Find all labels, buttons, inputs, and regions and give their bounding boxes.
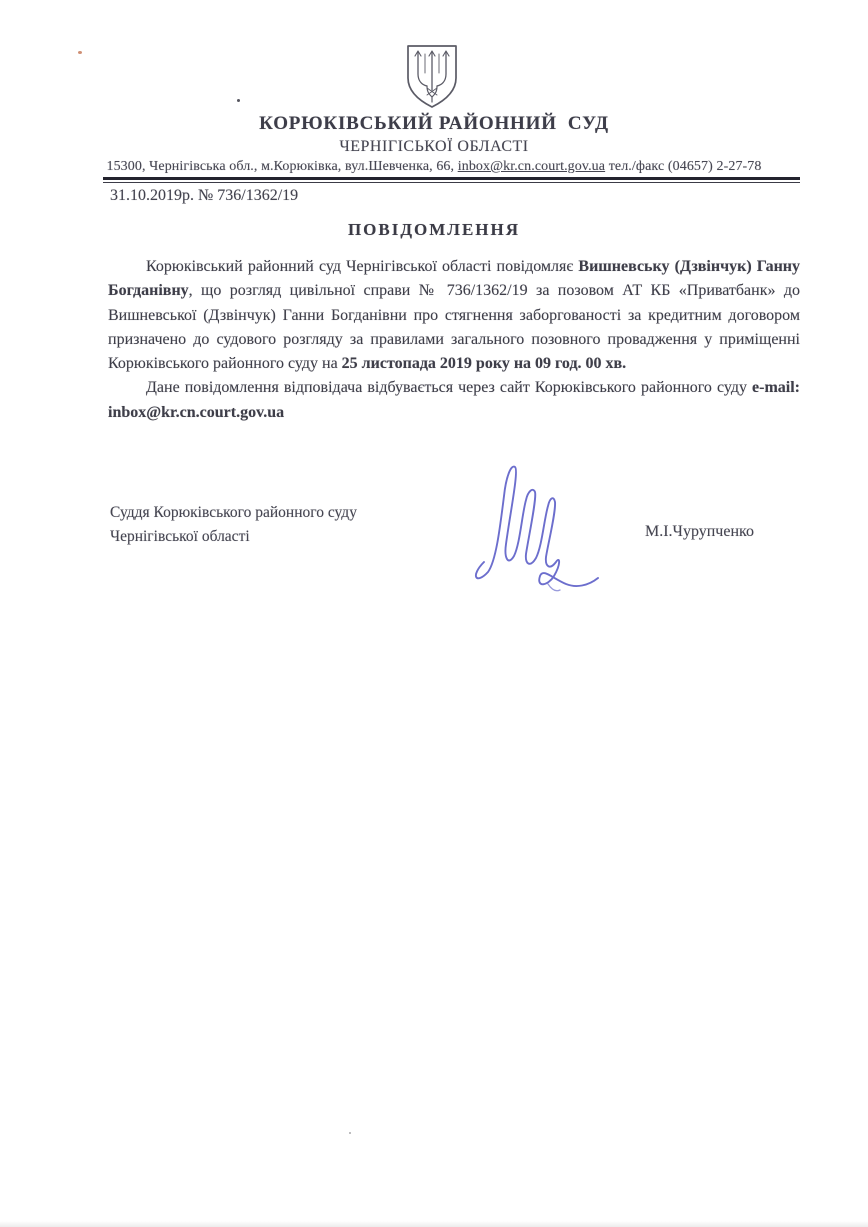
scan-speck-red	[78, 51, 82, 54]
paragraph-1: Корюківський районний суд Чернігівської області повідомляє Вишневську (Дзвінчук) Ганну Богданівну, що розгляд цивільної справи № 736/1362/19 за позовом АТ КБ «Приватбанк» до Вишневської (Дзвінчук) Ганни Богданівни про стягнення заборгованості за кредитним договором призначено до судового розгляду за правилами загального позовного провадження у приміщенні Корюківського районного суду на 25 листопада 2019 року на 09 год. 00 хв.	[108, 258, 801, 373]
court-address-line	[0, 159, 868, 175]
address-prefix: 15300, Чернігівська обл., м.Корюківка, вул.Шевченка, 66,	[106, 159, 458, 174]
letterhead-rule-thick	[103, 177, 800, 180]
hearing-datetime-bold: 25 листопада 2019 року на 09 год. 00 хв.	[341, 355, 627, 373]
scan-speck-faint	[349, 1132, 351, 1134]
document-title: ПОВІДОМЛЕННЯ	[347, 220, 521, 239]
date-and-case-number: 31.10.2019р. № 736/1362/19	[110, 187, 299, 204]
court-email: inbox@kr.cn.court.gov.ua	[457, 159, 606, 174]
defendant-name-bold: Вишневську (Дзвінчук) Ганну Богданівну	[108, 258, 801, 300]
signer-name: М.І.Чурупченко	[645, 523, 754, 540]
scan-edge-shadow	[0, 1221, 868, 1227]
signer-title-line1: Суддя Корюківського районного суду	[110, 504, 357, 521]
paragraph-2: Дане повідомлення відповідача відбувається через сайт Корюківського районного суду e-mail: inbox@kr.cn.court.gov.ua	[108, 379, 800, 421]
court-name-heading: КОРЮКІВСЬКИЙ РАЙОННИЙ СУД	[259, 113, 609, 134]
ukraine-trident-emblem-icon	[402, 44, 462, 110]
signer-title-line2: Чернігівської області	[110, 528, 250, 545]
handwritten-signature-ink	[448, 444, 613, 594]
court-region-heading: ЧЕРНІГІСЬКОЇ ОБЛАСТІ	[339, 138, 529, 155]
notice-email-bold: e-mail: inbox@kr.cn.court.gov.ua	[108, 379, 800, 421]
scan-speck-dark	[237, 99, 240, 102]
document-body	[108, 255, 800, 425]
address-suffix: тел./факс (04657) 2-27-78	[605, 159, 762, 174]
letterhead-rule-thin	[103, 182, 800, 183]
